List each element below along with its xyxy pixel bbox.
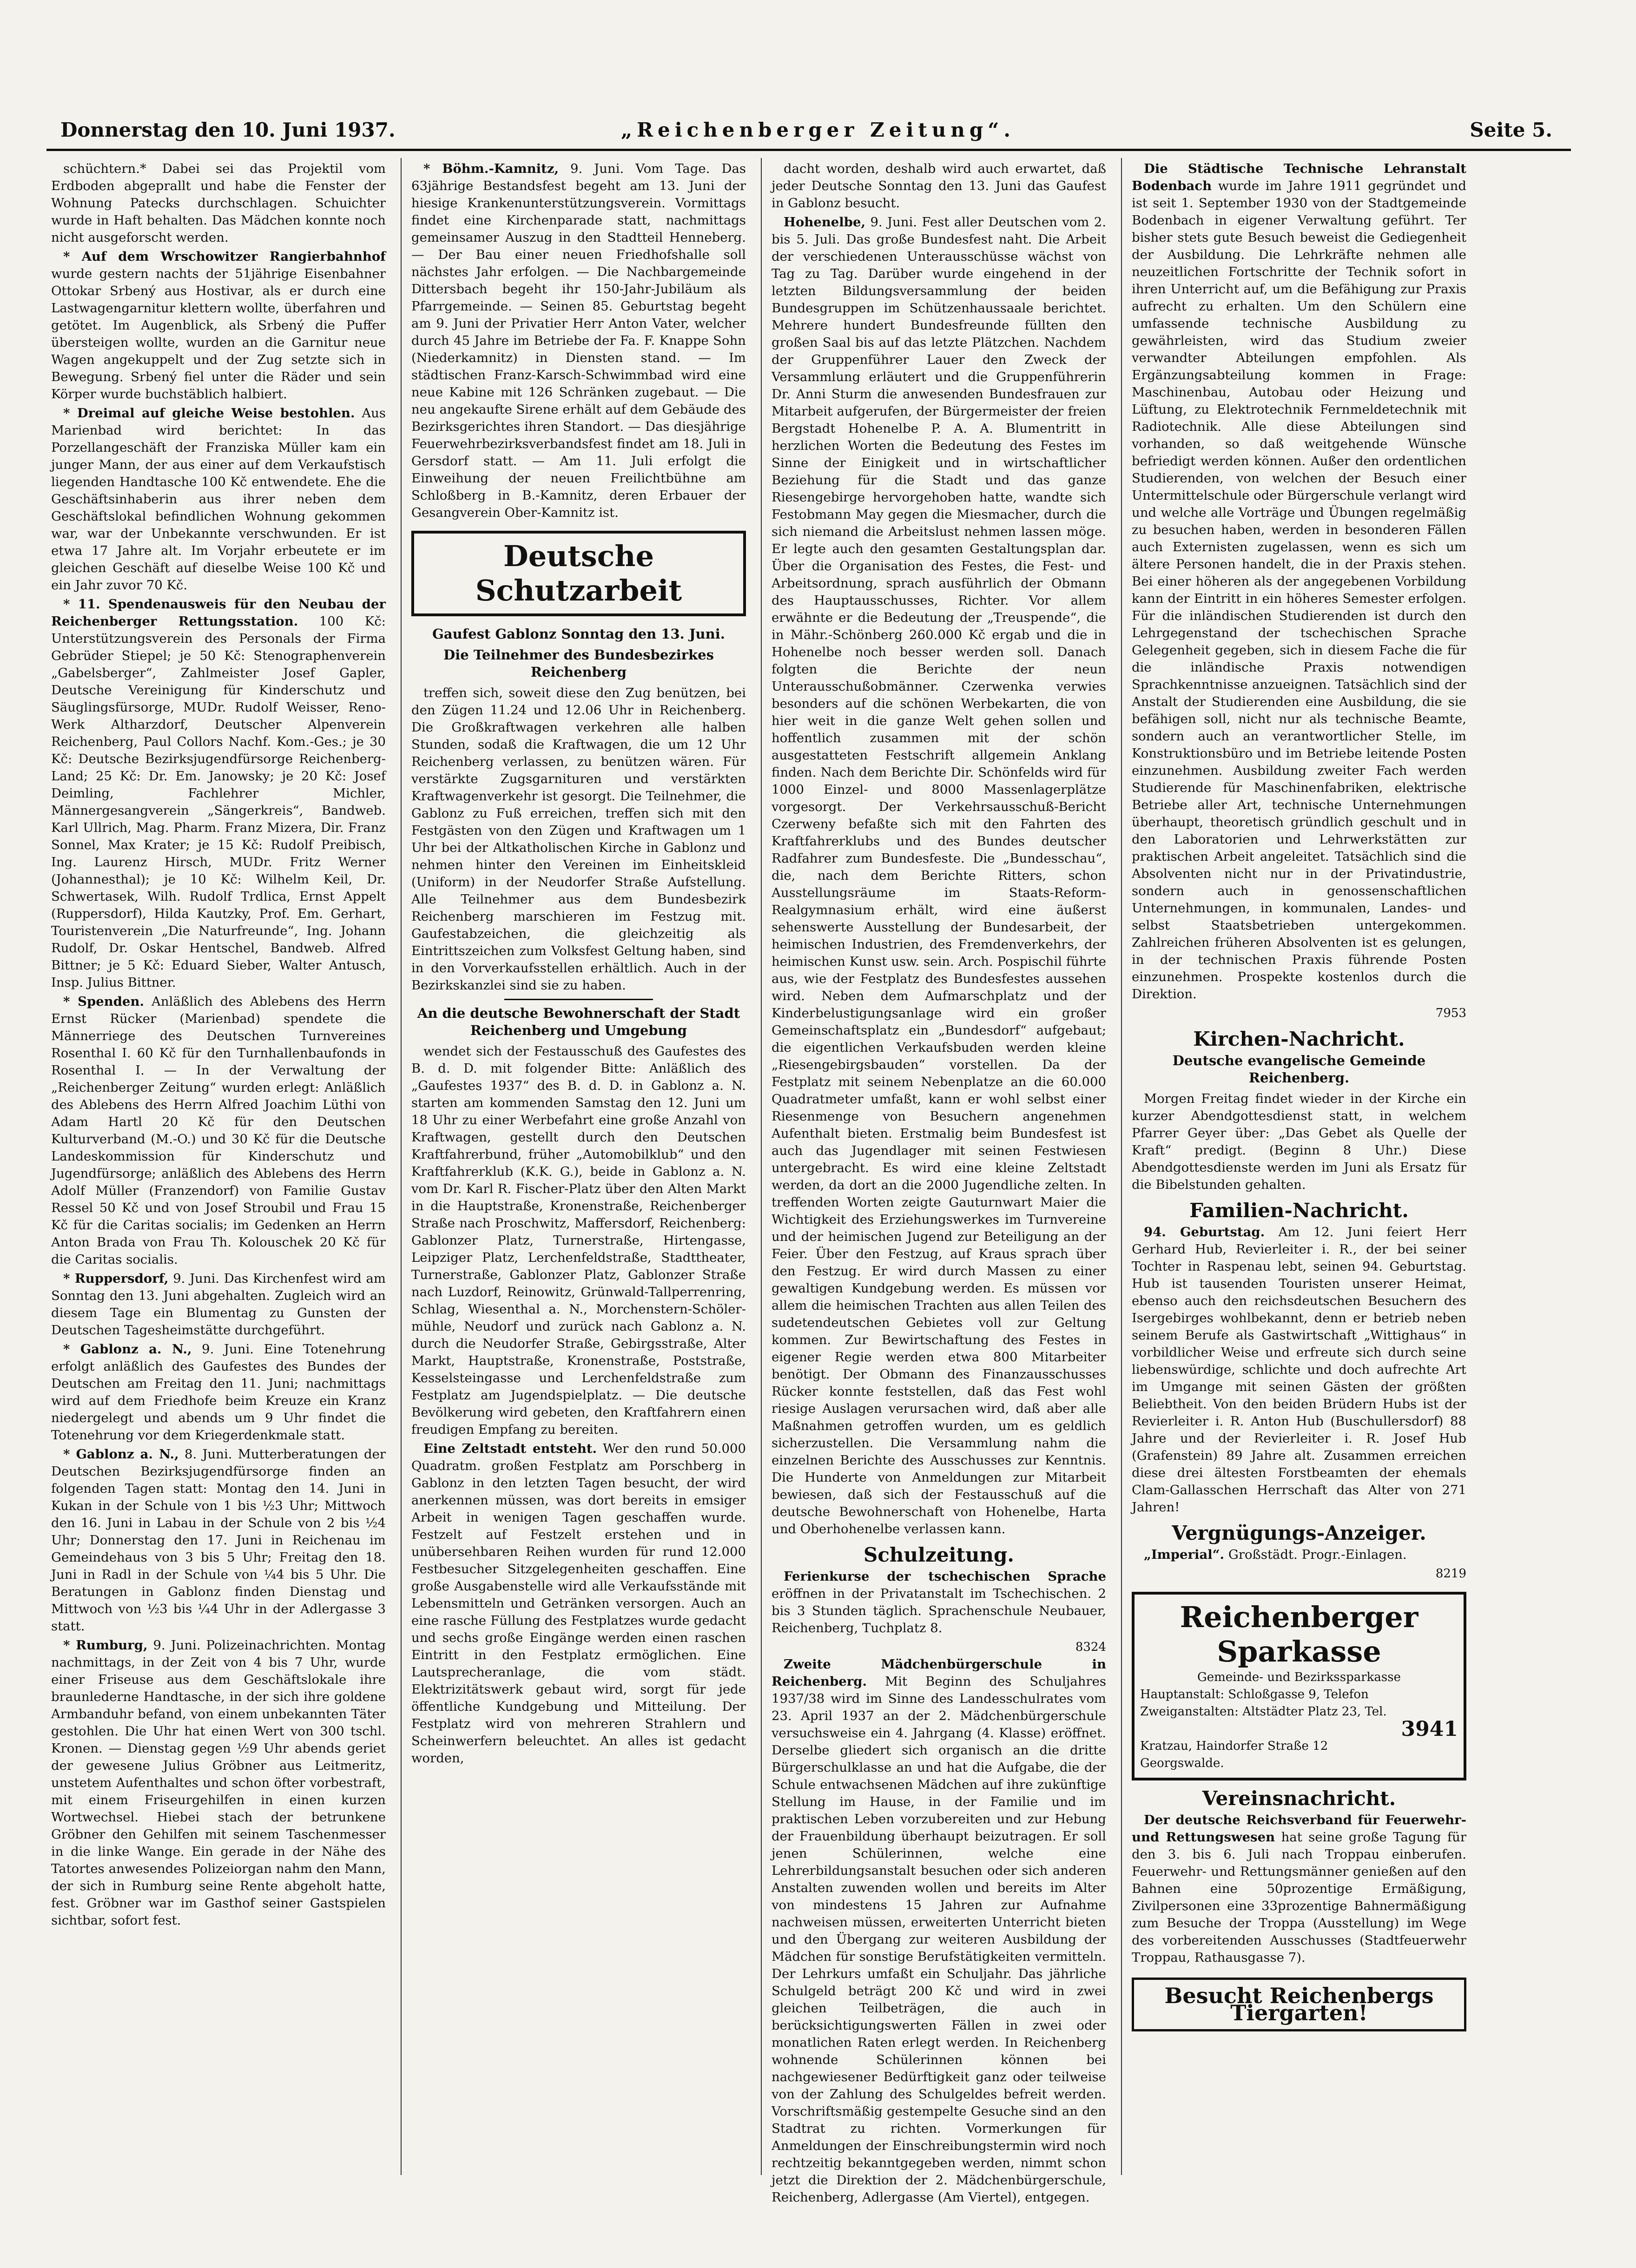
article-text: wendet sich der Festausschuß des Gaufestes des B. d. D. mit folgender Bitte: Anläßlich des „Gaufestes 1937“ des B. d. D. in Gablonz a. N. starten am kommenden Samstag den 12. Juni um 18 Uhr zu einer Werbefahrt eine große Anzahl von Kraftwagen, gestellt durch den Deutschen Kraftfahrerbund, früher „Automobilklub“ und den Kraftfahrerklub (K.K. G.), beide in Gablonz a. N. vom Dr. Karl R. Fischer-Platz über den Alten Markt in die Hauptstraße, Kronenstraße, Reichenberger Straße nach Proschwitz, Maffersdorf, Reichenberg: Gablonzer Platz, Turnerstraße, Hirtengasse, Leipziger Platz, Lerchenfeldstraße, Stadttheater, Turnerstraße, Gablonzer Platz, Gablonzer Straße nach Luzdorf, Reinowitz, Grünwald-Tallperrenring, Schlag, Wiesenthal a. N., Morchenstern-Schölermühle, Neudorf und zurück nach Gablonz a. N. durch die Neudorfer Straße, Gebirgsstraße, Alter Markt, Hauptstraße, Kronenstraße, Poststraße, Kesselsteingasse und Lerchenfeldstraße zum Festplatz am Jugendspielplatz. — Die deutsche Bevölkerung wird gebeten, den Kraftfahrern einen freudigen Empfang zu bereiten. (411, 1044, 746, 1437)
article-text: dacht worden, deshalb wird auch erwartet, daß jeder Deutsche Sonntag den 13. Juni das Gaufest in Gablonz besucht. (772, 161, 1106, 211)
article-text: Mit Beginn des Schuljahres 1937/38 wird im Sinne des Landesschulrates vom 23. April 1937 an der 2. Mädchenbürgerschule versuchsweise ein 4. Jahrgang (4. Klasse) eröffnet. Derselbe gliedert sich organisch an die dritte Bürgerschulklasse an und hat die Aufgabe, die der Schule entwachsenen Mädchen auf ihre zukünftige Stellung im Hause, in der Familie und im praktischen Leben vorzubereiten und zur Hebung der Frauenbildung überhaupt beizutragen. Er soll jenen Schülerinnen, welche eine Lehrerbildungsanstalt besuchen oder sich anderen Anstalten zuwenden wollen und bereits im Alter von mindestens 15 Jahren zur Aufnahme nachweisen müssen, erweiterten Unterricht bieten und den Übergang zur weiteren Ausbildung der Mädchen für sonstige Berufstätigkeiten vermitteln. Der Lehrkurs umfaßt ein Schuljahr. Das jährliche Schulgeld beträgt 200 Kč und wird in zwei gleichen Teilbeträgen, die auch in berücksichtigungswerten Fällen in zwei oder monatlichen Raten erlegt werden. In Reichenberg wohnende Schülerinnen können bei nachgewiesener Bedürftigkeit ganz oder teilweise von der Zahlung des Schulgeldes befreit werden. Vorschriftsmäßig gestempelte Gesuche sind an den Stadtrat zu richten. Vormerkungen für Anmeldungen der Einschreibungstermin wird noch rechtzeitig bekanntgegeben werden, nimmt schon jetzt die Direktion der 2. Mädchenbürgerschule, Reichenberg, Adlergasse (Am Viertel), entgegen. (772, 1674, 1106, 2205)
article-text: wurde gestern nachts der 51jährige Eisenbahner Ottokar Srbený aus Hostivar, als er durch eine Lastwagengarnitur klettern wollte, überfahren und getötet. Im Augenblick, als Srbený die Puffer übersteigen wollte, wurden an die Garnitur neue Wagen angekuppelt und der Zug setzte sich in Bewegung. Srbený fiel unter die Räder und sein Körper wurde buchstäblich halbiert. (51, 266, 386, 402)
article (411, 1440, 746, 1767)
article-text: eröffnen in der Privatanstalt im Tschechischen. 2 bis 3 Stunden täglich. Sprachenschule Neubauer, Reichenberg, Tuchplatz 8. (772, 1586, 1106, 1635)
article-heading: Gaufest Gablonz Sonntag den 13. Juni. (432, 626, 725, 642)
article-text: Morgen Freitag findet wieder in der Kirche ein kurzer Abendgottesdienst statt, in welchem Pfarrer Geyer über: „Das Gebet als Quelle der Kraft“ predigt. (Beginn 8 Uhr.) Diese Abendgottesdienste werden im Juni als Ersatz für die Bibelstunden gehalten. (1132, 1091, 1466, 1192)
ad-code: 8324 (1075, 1640, 1106, 1654)
article-lead: * Auf dem Wrschowitzer Rangierbahnhof (63, 249, 386, 264)
column-divider (401, 158, 402, 2175)
article-text: Großstädt. Progr.-Einlagen. (1228, 1547, 1407, 1562)
article-lead: * Spenden. (63, 994, 145, 1009)
article (1132, 1546, 1466, 1563)
article-lead: Zweite Mädchenbürgerschule in Reichenberg. (772, 1657, 1106, 1689)
article-subheading: Die Teilnehmer des Bundesbezirkes Reichenberg (443, 647, 714, 680)
article (51, 405, 386, 594)
article-text: 9. Juni. Polizeinachrichten. Montag nachmittags, in der Zeit von 4 bis 7 Uhr, wurde einer Friseuse aus dem Geschäftslokale ihre braunlederne Handtasche, in der sich ihre goldene Armbanduhr befand, von einem unbekannten Täter gestohlen. Die Uhr hat einen Wert von 300 tschl. Kronen. — Dienstag gegen ½9 Uhr abends geriet der gewesene Julius Gröbner aus Leitmeritz, unstetem Aufenthaltes und schon öfter vorbestraft, mit einem Friseurgehilfen in einen kurzen Wortwechsel. Hiebei stach der betrunkene Gröbner den Gehilfen mit seinem Taschenmesser in die linke Wange. Ein gerade in der Nähe des Tatortes anwesendes Polizeiorgan nahm den Mann, der sich in Rumburg seine Rente abgeholt hatte, fest. Gröbner war im Gasthof seiner Gastspielen sichtbar, sofort fest. (51, 1638, 386, 1928)
article-text: 8. Juni. Mutterberatungen der Deutschen Bezirksjugendfürsorge finden an folgenden Tagen statt: Montag den 14. Juni in Kukan in der Schule von 1 bis ½3 Uhr; Mittwoch den 16. Juni in Labau in der Schule von 2 bis ½4 Uhr; Donnerstag den 17. Juni in Reichenau im Gemeindehaus von 3 bis 5 Uhr; Freitag den 18. Juni in Radl in der Schule von ¼4 bis 5 Uhr. Die Beratungen in Gablonz finden Dienstag und Mittwoch von ½3 bis ¼4 Uhr in der Adlergasse 3 statt. (51, 1447, 386, 1634)
article-text: 9. Juni. Vom Tage. Das 63jährige Bestandsfest begeht am 13. Juni der hiesige Krankenunterstützungsverein. Vormittags findet eine Kirchenparade statt, nachmittags gemeinsamer Auszug in den Stadtteil Henneberg. — Der Bau einer neuen Friedhofshalle soll nächstes Jahr erfolgen. — Die Nachbargemeinde Dittersbach begeht ihr 150-Jahr-Jubiläum als Pfarrgemeinde. — Seinen 85. Geburtstag begeht am 9. Juni der Privatier Herr Anton Vater, welcher durch 45 Jahre im Betriebe der Fa. F. Knappe Sohn (Niederkamnitz) in Diensten stand. — Im städtischen Franz-Karsch-Schwimmbad wird eine neue Kabine mit 126 Schränken zugebaut. — Die neu angekaufte Sirene erhält auf dem Gebäude des Bezirksgerichtes ihren Standort. — Das diesjährige Feuerwehrbezirksverbandsfest findet am 18. Juli in Gersdorf statt. — Am 11. Juli erfolgt die Einweihung der neuen Freilichtbühne am Schloßberg in B.-Kamnitz, deren Erbauer der Gesangverein Ober-Kamnitz ist. (411, 161, 746, 520)
article (51, 596, 386, 991)
column-1 (51, 160, 386, 2175)
column-2 (411, 160, 746, 2175)
section-title: Schulzeitung. (864, 1543, 1014, 1566)
article-lead: Ferienkurse der tschechischen Sprache (784, 1569, 1106, 1584)
bank-name: Reichenberger Sparkasse (1180, 1600, 1418, 1668)
article-text: Am 12. Juni feiert Herr Gerhard Hub, Revierleiter i. R., der bei seiner Tochter in Raspenau lebt, seinen 94. Geburtstag. Hub ist tausenden Touristen unserer Heimat, ebenso auch den reichsdeutschen Besuchern des Isergebirges wohlbekannt, denn er betrieb neben seinem Berufe als Gastwirtschaft „Wittighaus“ in vorbildlicher Weise und erfreute sich durch seine liebenswürdige, schlichte und doch aufrechte Art im Umgange mit seinen Gästen der größten Beliebtheit. Von den beiden Brüdern Hubs ist der Revierleiter i. R. Anton Hub (Buschullersdorf) 88 Jahre und der Revierleiter i. R. Josef Hub (Grafenstein) 89 Jahre alt. Zusammen erreichen diese drei ältesten Forstbeamten der ehemals Clam-Gallasschen Herrschaft das Alter von 271 Jahren! (1132, 1225, 1466, 1515)
article-lead: Eine Zeltstadt entsteht. (423, 1441, 597, 1456)
divider (504, 999, 653, 1000)
article-lead: Hohenelbe, (784, 215, 866, 230)
zoo-advert: Besucht Reichenbergs Tiergarten! (1132, 1978, 1466, 2031)
article (411, 160, 746, 521)
article (772, 1656, 1106, 2206)
page-date: Donnerstag den 10. Juni 1937. (60, 119, 396, 141)
article-text: wurde im Jahre 1911 gegründet und ist seit 1. September 1930 von der Stadtgemeinde Bodenbach in eigener Verwaltung geführt. Ter bisher stets gute Besuch beweist die Gediegenheit der Ausbildung. Die Lehrkräfte nehmen alle neuzeitlichen Fortschritte der Technik sofort in ihren Unterricht auf, um die Befähigung zur Praxis aufrecht zu erhalten. Um den Schülern eine umfassende technische Ausbildung zu gewährleisten, wird das Studium zweier verwandter Abteilungen empfohlen. Als Ergänzungsabteilung kommen in Frage: Maschinenbau, Autobau oder Heizung und Lüftung, zu Elektrotechnik Fernmeldetechnik mit Radiotechnik. Alle diese Abteilungen sind vorhanden, so daß weitgehende Wünsche befriedigt werden können. Außer den ordentlichen Studierenden, von welchen der Besuch einer Untermittelschule oder Bürgerschule verlangt wird und welche alle Vorträge und Übungen regelmäßig zu besuchen haben, werden in besonderen Fällen auch Externisten zugelassen, wenn es sich um ältere Personen handelt, die in der Praxis stehen. Bei einer höheren als der angegebenen Vorbildung kann der Eintritt in ein höheres Semester erfolgen. Für die inländischen Studierenden ist durch den Lehrgegenstand der tschechischen Sprache Gelegenheit gegeben, sich in diesem Fache die für die inländische Praxis notwendigen Sprachkenntnisse anzueignen. Tatsächlich sind der Anstalt der Studierenden eine Ausbildung, die sie befähigen soll, nicht nur als technische Beamte, sondern auch an verantwortlicher Stelle, im Konstruktionsbüro und im Betriebe leitende Posten einzunehmen. Ausbildung zweiter Fach werden Studierende für Maschinenfabriken, elektrische Betriebe aller Art, technische Unternehmungen überhaupt, theoretisch gründlich geschult und in den Laboratorien und Lehrwerkstätten zur praktischen Arbeit angeleitet. Tatsächlich sind die Absolventen nicht nur in der Privatindustrie, sondern auch in genossenschaftlichen Unternehmungen, in kommunalen, Landes- und selbst Staatsbetrieben untergekommen. Zahlreichen früheren Absolventen ist es gelungen, in der technischen Praxis führende Posten einzunehmen. Prospekte kostenlos durch die Direktion. (1132, 178, 1466, 1002)
section-title: Deutsche Schutzarbeit (475, 539, 682, 607)
article-lead: * Böhm.-Kamnitz, (423, 161, 559, 176)
article-lead: 94. Geburtstag. (1144, 1225, 1265, 1239)
article-text: Anläßlich des Ablebens des Herrn Ernst Rücker (Marienbad) spendete die Männerriege des Deutschen Turnvereines Rosenthal I. 60 Kč für den Turnhallenbaufonds in Rosenthal I. — In der Verwaltung der „Reichenberger Zeitung“ wurden erlegt: Anläßlich des Ablebens des Herrn Alfred Joachim Lüthi von Adam Hartl 20 Kč für den Deutschen Kulturverband (M.-O.) und 30 Kč für die Deutsche Landeskommission für Kinderschutz und Jugendfürsorge; anläßlich des Ablebens des Herrn Adolf Müller (Franzendorf) von Familie Gustav Ressel 50 Kč und von Josef Stroubil und Frau 15 Kč für die Caritas socialis; im Gedenken an Herrn Anton Brada von Frau Th. Kolouschek 20 Kč für die Caritas socialis. (51, 994, 386, 1267)
article-lead: Die Städtische Technische Lehranstalt Bodenbach (1132, 161, 1466, 193)
column-divider (1121, 158, 1122, 2175)
article (1132, 1224, 1466, 1516)
article (772, 214, 1106, 1538)
section-title: Familien-Nachricht. (1189, 1199, 1409, 1222)
article-text: hat seine große Tagung für den 3. bis 6. Juli nach Troppau einberufen. Feuerwehr- und Rettungsmänner genießen auf den Bahnen eine 50prozentige Ermäßigung, Zivilpersonen eine 33prozentige Bahnermäßigung zum Besuche der Troppa (Ausstellung) im Wege des vorbereitenden Ausschusses (Stadtfeuerwehr Troppau, Rathausgasse 7). (1132, 1830, 1466, 1965)
newspaper-title: „Reichenberger Zeitung“. (620, 119, 1016, 141)
section-title: Vergnügungs-Anzeiger. (1172, 1522, 1426, 1544)
article-lead: Der deutsche Reichsverband für Feuerwehr- und Rettungswesen (1132, 1813, 1466, 1845)
bank-address: Zweiganstalten: Altstädter Platz 23, Tel. (1140, 1705, 1387, 1719)
article-text: Aus Marienbad wird berichtet: In das Porzellangeschäft der Franziska Müller kam ein junger Mann, der aus einer auf dem Verkaufstisch liegenden Handtasche 100 Kč entwendete. Ehe die Geschäftsinhaberin aus ihrer neben dem Geschäftslokal befindlichen Wohnung gekommen war, war der Unbekannte verschwunden. Er ist etwa 17 Jahre alt. Im Vorjahr erbeutete er im gleichen Geschäft auf dieselbe Weise 100 Kč und ein Jahr zuvor 70 Kč. (51, 406, 386, 593)
article-lead: * Dreimal auf gleiche Weise bestohlen. (63, 406, 355, 421)
article (51, 1446, 386, 1635)
bank-phone: 3941 (1401, 1717, 1458, 1741)
article-lead: * Gablonz a. N., (63, 1342, 192, 1357)
article-text: 9. Juni. Das Kirchenfest wird am Sonntag den 13. Juni abgehalten. Zugleich wird an diesem Tage ein Blumentag zu Gunsten der Deutschen Tagesheimstätte durchgeführt. (51, 1271, 386, 1338)
column-divider (761, 158, 762, 2175)
article (1132, 1812, 1466, 1966)
article-lead: * Ruppersdorf, (63, 1271, 169, 1286)
section-box (411, 531, 746, 616)
article-text: 9. Juni. Fest aller Deutschen vom 2. bis 5. Juli. Das große Bundesfest naht. Die Arbeit der verschiedenen Unterausschüsse wächst von Tag zu Tag. Darüber wurde eingehend in der letzten Bildungsversammlung der beiden Bundesgruppen im Schützenhaussaale berichtet. Mehrere hundert Bundesfreunde füllten den großen Saal bis auf das letzte Plätzchen. Nachdem der Gruppenführer Lauer den Zweck der Versammlung erläutert und die Gruppenführerin Dr. Anni Sturm die anwesenden Bundesfrauen zur Mitarbeit aufgerufen, der Bürgermeister der freien Bergstadt Hohenelbe P. A. A. Blumentritt in herzlichen Worten die Bedeutung des Festes im Sinne der Einigkeit und in wirtschaftlicher Beziehung für die Stadt und das ganze Riesengebirge hervorgehoben hatte, wandte sich Festobmann May gegen die Miesmacher, durch die sich niemand die Arbeitslust nehmen lassen möge. Er legte auch den gesamten Gestaltungsplan dar. Über die Organisation des Festes, die Fest- und Arbeitsordnung, sprach ausführlich der Obmann des Hauptausschusses, Richter. Vor allem erwähnte er die Bedeutung der „Treuspende“, die in Mähr.-Schönberg 260.000 Kč ergab und die in Hohenelbe noch besser werden soll. Danach folgten die Berichte der neun Unterausschußobmänner. Czerwenka verwies besonders auf die schönen Werbekarten, die von hier weit in die ganze Welt gehen sollen und hoffentlich zusammen mit der schön ausgestatteten Festschrift allgemein Anklang finden. Nach dem Berichte Dir. Schönfelds wird für 1000 Einzel- und 8000 Massenlagerplätze vorgesorgt. Der Verkehrsausschuß-Bericht Czerweny befaßte sich mit den Fahrten des Kraftfahrerklubs und des Bundes deutscher Radfahrer zum Bundesfeste. Die „Bundesschau“, die, nach dem Berichte Ritters, schon Ausstellungsräume im Staats-Reform-Realgymnasium erhält, wird eine äußerst sehenswerte Ausstellung der Bundesarbeit, der heimischen Industrien, des Fremdenverkehrs, der heimischen Kunst usw. sein. Arch. Pospischil führte aus, wie der Festplatz des Bundesfestes aussehen wird. Neben dem Aufmarschplatz und der Kinderbelustigungsanlage wird ein großer Gemeinschaftsplatz ein „Bundesdorf“ aufgebaut; die eigentlichen Verkaufsbuden werden kleine „Riesengebirgsbauden“ vorstellen. Da der Festplatz mit seinem Nebenplatze an die 60.000 Quadratmeter umfaßt, kann er wohl selbst einer Riesenmenge von Besuchern angenehmen Aufenthalt bieten. Erstmalig beim Bundesfest ist auch das Jugendlager mit seinen Festwiesen untergebracht. Es wird eine kleine Zeltstadt werden, da dort an die 2000 Jugendliche zelten. In treffenden Worten zeigte Gauturnwart Maier die Wichtigkeit des Erziehungswerkes im Turnvereine und der heimischen Jugend zur Beteiligung an der Feier. Über den Festzug, auf Kraus sprach über den Festzug. Er wird durch Massen zu einer gewaltigen Kundgebung werden. Es müssen vor allem die heimischen Trachten aus allen Teilen des sudetendeutschen Gebietes voll zur Geltung kommen. Zur Bewirtschaftung des Festes in eigener Regie werden etwa 800 Mitarbeiter benötigt. Der Obmann des Finanzausschusses Rücker konnte feststellen, daß das Fest wohl riesige Auslagen verursachen wird, daß aber alle Maßnahmen getroffen wurden, um es geldlich sicherzustellen. Die Versammlung nahm die einzelnen Berichte des Ausschusses zur Kenntnis. Die Hunderte von Anmeldungen zur Mitarbeit bewiesen, daß sich der Festausschuß auf die deutsche Bewohnerschaft von Hohenelbe, Harta und Oberhohenelbe verlassen kann. (772, 215, 1106, 1536)
ad-code: 8219 (1435, 1567, 1466, 1581)
article (51, 1270, 386, 1339)
page-number: Seite 5. (1470, 119, 1552, 141)
article-text: 100 Kč: Unterstützungsverein des Personals der Firma Gebrüder Stiepel; je 50 Kč: Stenographenverein „Gabelsberger“, Zahlmeister Josef Gapler, Deutsche Vereinigung für Kinderschutz und Säuglingsfürsorge, MUDr. Rudolf Weisser, Reno-Werk Altharzdorf, Deutscher Alpenverein Reichenberg, Paul Collors Nachf. Kom.-Ges.; je 30 Kč: Deutsche Bezirksjugendfürsorge Reichenberg-Land; 25 Kč: Dr. Em. Janowsky; je 20 Kč: Josef Deimling, Fachlehrer Michler, Männergesangverein „Sängerkreis“, Bandweb. Karl Ullrich, Mag. Pharm. Franz Mizera, Dir. Franz Sonnel, Max Krater; je 15 Kč: Rudolf Preibisch, Ing. Laurenz Hirsch, MUDr. Fritz Werner (Johannesthal); je 10 Kč: Wilhelm Keil, Dr. Schwertasek, Wilh. Rudolf Trdlica, Ernst Appelt (Ruppersdorf), Hilda Kautzky, Prof. Em. Gerhart, Touristenverein „Die Naturfreunde“, Ing. Johann Rudolf, Dr. Oskar Hentschel, Bandweb. Alfred Bittner; je 5 Kč: Eduard Sieber, Walter Antusch, Insp. Julius Bittner. (51, 614, 386, 990)
article (51, 993, 386, 1268)
bank-address: Georgswalde. (1140, 1756, 1224, 1770)
article (51, 1341, 386, 1444)
article-text: schüchtern.* Dabei sei das Projektil vom Erdboden abgeprallt und habe die Fenster der Wohnung Patecks durchschlagen. Schuichter wurde in Haft behalten. Das Mädchen konnte noch nicht ausgeforscht werden. (51, 161, 386, 245)
article-lead: * Gablonz a. N., (63, 1447, 179, 1462)
article (772, 1568, 1106, 1637)
bank-address: Kratzau, Haindorfer Straße 12 (1140, 1739, 1328, 1753)
article-text: treffen sich, soweit diese den Zug benützen, bei den Zügen 11.24 und 12.06 Uhr in Reichenberg. Die Großkraftwagen verkehren alle halben Stunden, sodaß die Kraftwagen, die um 12 Uhr Reichenberg verlassen, zu benützen wären. Für verstärkte Zugsgarnituren und verstärkten Kraftwagenverkehr ist gesorgt. Die Teilnehmer, die Gablonz zu Fuß erreichen, treffen sich mit den Festgästen von den Zügen und Kraftwagen um 1 Uhr bei der Altkatholischen Kirche in Gablonz und nehmen hinter den Vereinen im Einheitskleid (Uniform) in der Neudorfer Straße Aufstellung. Alle Teilnehmer aus dem Bundesbezirk Reichenberg marschieren im Festzug mit. Gaufestabzeichen, die gleichzeitig als Eintrittszeichen zum Volksfest Geltung haben, sind in den Vorverkaufsstellen erhältlich. Auch in der Bezirkskanzlei sind sie zu haben. (411, 686, 746, 993)
article-heading: Deutsche evangelische Gemeinde Reichenberg. (1172, 1053, 1426, 1086)
column-4 (1132, 160, 1466, 2175)
ad-code: 7953 (1435, 1006, 1466, 1020)
article (51, 248, 386, 403)
article-text: Wer den rund 50.000 Quadratm. großen Festplatz am Porschberg in Gablonz in den letzten Tagen besucht, der wird anerkennen müssen, was dort bereits in emsiger Arbeit in wenigen Tagen geschaffen wurde. Festzelt auf Festzelt erstehen und in unübersehbaren Reihen wurden für rund 12.000 Festbesucher Sitzgelegenheiten geschaffen. Eine große Ausgabenstelle wird alle Verkaufsstände mit Lebensmitteln und Getränken versorgen. Auch an eine rasche Füllung des Festplatzes wurde gedacht und sechs große Eingänge werden einen raschen Eintritt in den Festplatz ermöglichen. Eine Lautsprecheranlage, die vom städt. Elektrizitätswerk gebaut wird, sorgt für jede öffentliche Kundgebung und Mitteilung. Der Festplatz wird von mehreren Strahlern und Scheinwerfern beleuchtet. An alles ist gedacht worden, (411, 1441, 746, 1766)
article (51, 1637, 386, 1929)
section-title: Vereinsnachricht. (1202, 1787, 1396, 1810)
column-3 (772, 160, 1106, 2205)
bank-address: Hauptanstalt: Schloßgasse 9, Telefon (1140, 1688, 1369, 1701)
article-lead: „Imperial“. (1144, 1547, 1225, 1562)
article-lead: * 11. Spendenausweis für den Neubau der Reichenberger Rettungsstation. (51, 597, 386, 629)
article-heading: An die deutsche Bewohnerschaft der Stadt Reichenberg und Umgebung (417, 1005, 740, 1038)
header-rule (46, 149, 1571, 151)
bank-subtitle: Gemeinde- und Bezirkssparkasse (1197, 1670, 1401, 1684)
article-lead: * Rumburg, (63, 1638, 148, 1653)
article (1132, 160, 1466, 1003)
bank-advert (1132, 1592, 1466, 1780)
section-title: Kirchen-Nachricht. (1193, 1028, 1405, 1050)
article-text: 9. Juni. Eine Totenehrung erfolgt anläßlich des Gaufestes des Bundes der Deutschen am Freitag den 11. Juni; nachmittags wird auf dem Friedhofe beim Kreuze ein Kranz niedergelegt und abends um 9 Uhr findet die Totenehrung vor dem Kriegerdenkmale statt. (51, 1342, 386, 1443)
